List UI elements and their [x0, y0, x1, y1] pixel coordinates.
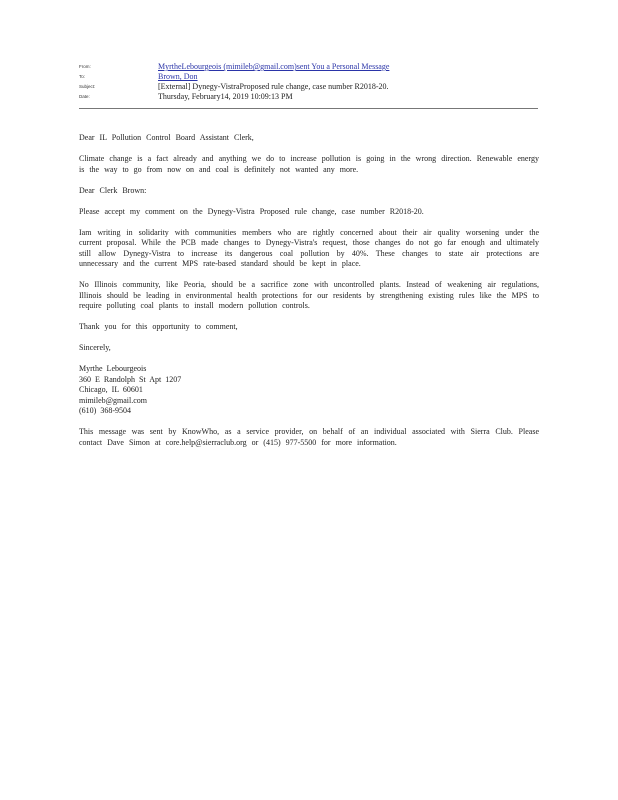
signature-phone: (610) 368-9504 — [79, 406, 131, 415]
signature-block — [79, 364, 539, 417]
footer-notice: This message was sent by KnowWho, as a service provider, on behalf of an individual associated with Sierra Club. Please contact Dave Simon at core.help@sierraclub.org or (415) 977-5500 for more information. — [79, 427, 539, 447]
from-label: From: — [79, 64, 91, 69]
header-divider — [79, 108, 538, 109]
subject-value: [External] Dynegy-VistraProposed rule change, case number R2018-20. — [158, 82, 389, 91]
to-row — [79, 72, 539, 82]
date-label: Date: — [79, 94, 90, 99]
signature-city: Chicago, IL 60601 — [79, 385, 143, 394]
date-row — [79, 92, 539, 102]
from-value[interactable]: MyrtheLebourgeois (mimileb@gmail.com)sent You a Personal Message — [158, 62, 390, 71]
paragraph-solidarity: Iam writing in solidarity with communities members who are rightly concerned about their air quality worsening under the current proposal. While the PCB made changes to Dynegy-Vistra's request, those changes do not go far enough and ultimately still allow Dynegy-Vistra to increase its dangerous coal pollution by 40%. These changes to state air protections are unnecessary and the current MPS rate-based standard should be kept in place. — [79, 227, 539, 268]
date-value: Thursday, February14, 2019 10:09:13 PM — [158, 92, 293, 101]
paragraph-climate: Climate change is a fact already and anything we do to increase pollution is going in the wrong direction. Renewable energy is the way to go from now on and coal is definitely not wanted any more. — [79, 154, 539, 174]
signature-email: mimileb@gmail.com — [79, 395, 148, 405]
paragraph-accept-comment: Please accept my comment on the Dynegy-Vistra Proposed rule change, case number R2018-20. — [79, 206, 424, 216]
paragraph-thank-you: Thank you for this opportunity to comment, — [79, 322, 238, 331]
from-row — [79, 62, 539, 72]
email-body — [79, 133, 539, 459]
to-label: To: — [79, 74, 86, 79]
email-header — [79, 62, 539, 102]
signature-name: Myrthe Lebourgeois — [79, 364, 147, 373]
greeting-clerk: Dear IL Pollution Control Board Assistant Clerk, — [79, 133, 254, 142]
greeting-brown: Dear Clerk Brown: — [79, 185, 147, 195]
closing: Sincerely, — [79, 343, 111, 352]
to-value[interactable]: Brown, Don — [158, 72, 198, 81]
signature-street: 360 E Randolph St Apt 1207 — [79, 374, 182, 384]
paragraph-illinois: No Illinois community, like Peoria, should be a sacrifice zone with uncontrolled plants. Instead of weakening air regulations, Illinois should be leading in environmental health protections for our residents by strengthening existing rules like the MPS to require polluting coal plants to install modern pollution controls. — [79, 280, 539, 310]
subject-row — [79, 82, 539, 92]
subject-label: Subject: — [79, 84, 96, 89]
